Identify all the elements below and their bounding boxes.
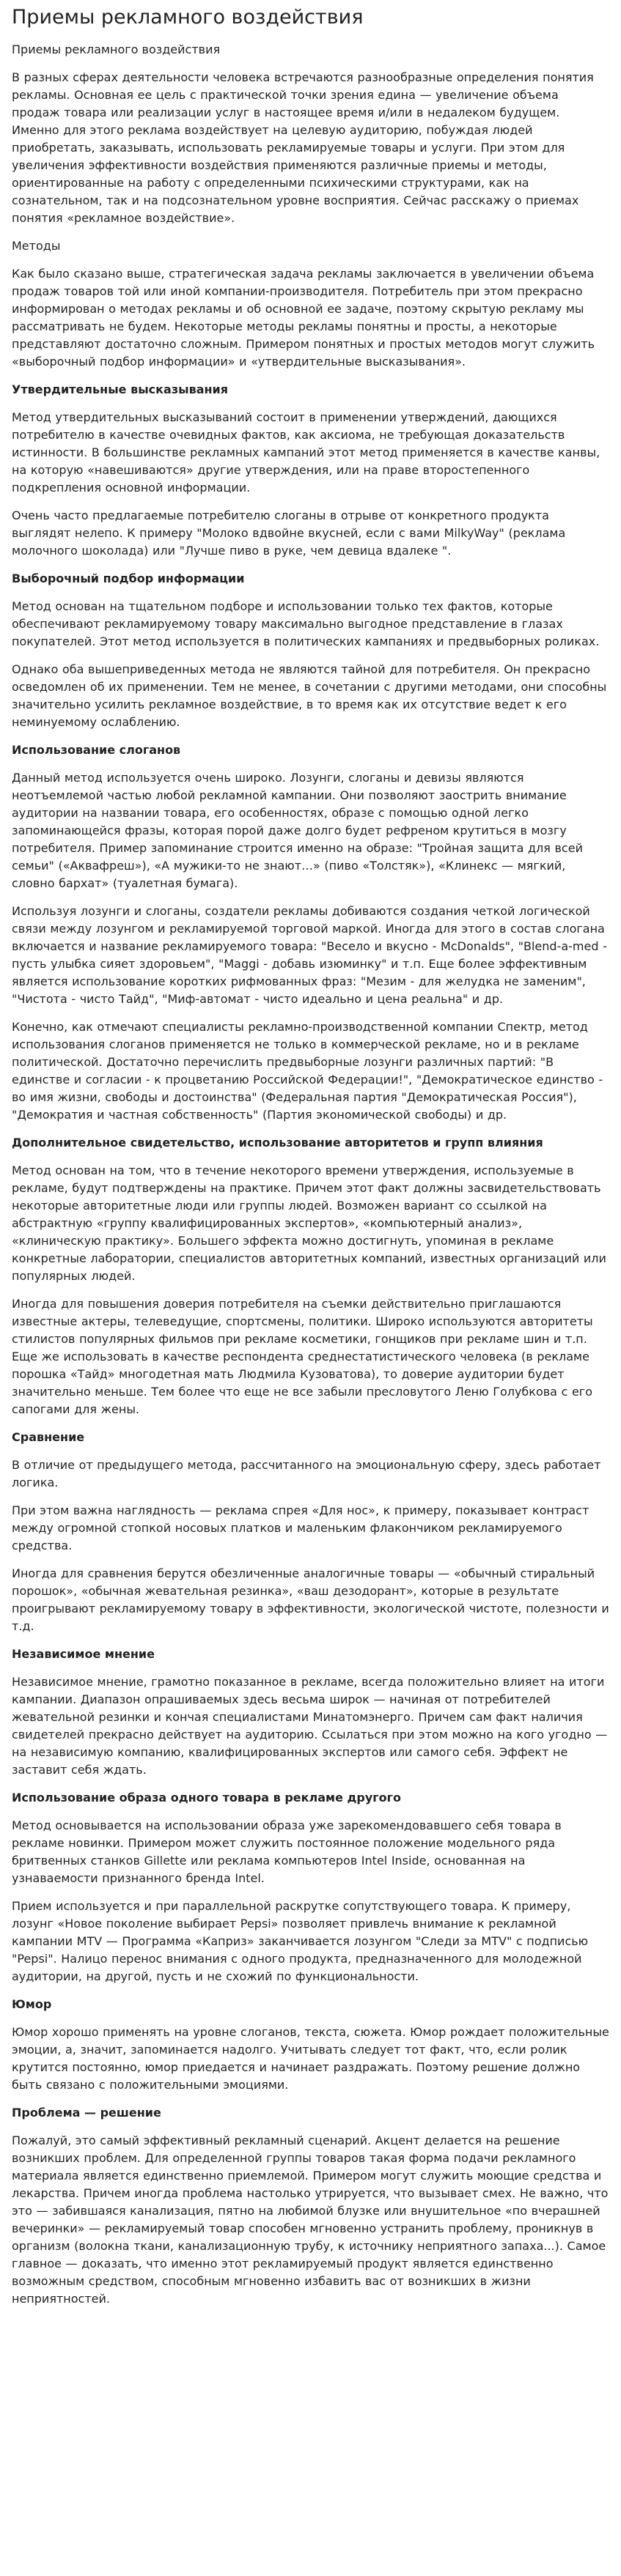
section-paragraph: В отличие от предыдущего метода, рассчитанного на эмоциональную сферу, здесь работает логика.	[12, 1458, 601, 1489]
section-heading: Проблема — решение	[12, 2106, 161, 2120]
section-paragraph: Метод основывается на использовании образа уже зарекомендовавшего себя товара в рекламе новинки. Примером может служить постоянное положение модельного ряда бритвенных станков Gillette или реклама компьютеров Intel Inside, основанная на узнаваемости признанного бренда Intel.	[12, 1818, 562, 1885]
section-paragraph: Пожалуй, это самый эффективный рекламный сценарий. Акцент делается на решение возникших проблем. Для определенной группы товаров такая форма подачи рекламного материала является единственно приемлемой. Примером могут служить моющие средства и лекарства. Причем иногда проблема настолько утрируется, что вызывает смех. Не важно, что это — забившаяся канализация, пятно на любимой блузке или внушительное «по вчерашней вечеринки» — рекламируемый товар способен мгновенно устранить проблему, проникнув в организм (волокна ткани, канализационную трубу, к источнику неприятного запаха...). Самое главное — доказать, что именно этот рекламируемый продукт является единственно возможным средством, способным мгновенно избавить вас от возникших в жизни неприятностей.	[12, 2133, 609, 2306]
section-paragraph: Однако оба вышеприведенных метода не являются тайной для потребителя. Он прекрасно осведомлен об их применении. Тем не менее, в сочетании с другими методами, они способны значительно усилить рекламное воздействие, в то время как их отсутствие ведет к его неминуемому ослаблению.	[12, 662, 607, 729]
section-heading: Использование слоганов	[12, 743, 181, 757]
section-heading: Утвердительные высказывания	[12, 382, 229, 396]
section-heading: Юмор	[12, 1997, 52, 2011]
article	[0, 4, 621, 2308]
section-selective-info	[12, 570, 609, 731]
section-paragraph: Конечно, как отмечают специалисты рекламно-производственной компании Спектр, метод использования слоганов применяется не только в коммерческой рекламе, но и в рекламе политической. Достаточно перечислить предвыборные лозунги различных партий: "В единстве и согласии - к процветанию Российской Федерации!", "Демократическое единство - во имя жизни, свободы и достоинства" (Федеральная партия "Демократическая Россия"), "Демократия и частная собственность" (Партия экономической свободы) и др.	[12, 1020, 603, 1122]
section-comparison	[12, 1429, 609, 1635]
section-problem-solution	[12, 2104, 609, 2308]
section-product-image	[12, 1789, 609, 1985]
section-paragraph: Юмор хорошо применять на уровне слоганов, текста, сюжета. Юмор рождает положительные эмоции, а, значит, запоминается надолго. Учитывать следует тот факт, что, если ролик крутится постоянно, юмор приедается и начинает раздражать. Поэтому решение должно быть связано с положительными эмоциями.	[12, 2025, 609, 2092]
section-paragraph: Очень часто предлагаемые потребителю слоганы в отрыве от конкретного продукта выглядят нелепо. К примеру "Молоко вдвойне вкусней, если с вами MilkyWay" (реклама молочного шоколада) или "Лучше пиво в руке, чем девица вдалеке ".	[12, 508, 566, 558]
section-paragraph: Иногда для сравнения берутся обезличенные аналогичные товары — «обычный стиральный порошок», «обычная жевательная резинка», «ваш дезодорант», которые в результате проигрывают рекламируемому товару в эффективности, экологической чистоте, полезности и т.д.	[12, 1566, 609, 1633]
section-heading: Сравнение	[12, 1430, 85, 1444]
section-paragraph: Данный метод используется очень широко. Лозунги, слоганы и девизы являются неотъемлемой частью любой рекламной кампании. Они позволяют заострить внимание аудитории на названии товара, его особенностях, образе с помощью одной легко запоминающейся фразы, которая порой даже долго будет рефреном крутиться в мозгу потребителя. Пример запоминание строится именно на образе: "Тройная защита для всей семьи" («Аквафреш»), «А мужики-то не знают…» (пиво «Толстяк»), «Клинекс — мягкий, словно бархат» (туалетная бумага).	[12, 771, 583, 890]
section-paragraph: Независимое мнение, грамотно показанное в рекламе, всегда положительно влияет на итоги кампании. Диапазон опрашиваемых здесь весьма широк — начиная от потребителей жевательной резинки и кончая специалистами Минатомэнерго. Причем сам факт наличия свидетелей прекрасно действует на аудиторию. Ссылаться при этом можно на кого угодно — на независимую компанию, квалифицированных экспертов или самого себя. Эффект не заставит себя ждать.	[12, 1675, 608, 1777]
section-heading: Использование образа одного товара в рекламе другого	[12, 1791, 402, 1805]
section-slogans	[12, 741, 609, 1124]
section-paragraph: Метод основан на тщательном подборе и использовании только тех фактов, которые обеспечивают рекламируемому товару максимально выгодное представление в глазах покупателей. Этот метод используется в политических кампаниях и предвыборных роликах.	[12, 599, 600, 648]
section-paragraph: Метод утвердительных высказываний состоит в применении утверждений, дающихся потребителю в качестве очевидных фактов, как аксиома, не требующая доказательств истинности. В большинстве рекламных кампаний этот метод применяется в качестве канвы, на которую «навешиваются» другие утверждения, или на праве второстепенного подкрепления основной информации.	[12, 410, 600, 495]
section-statements	[12, 381, 609, 560]
section-heading: Выборочный подбор информации	[12, 571, 245, 585]
methods-heading: Методы	[12, 239, 61, 253]
section-heading: Дополнительное свидетельство, использование авторитетов и групп влияния	[12, 1136, 543, 1150]
section-humor	[12, 1996, 609, 2094]
section-paragraph: Используя лозунги и слоганы, создатели рекламы добиваются создания четкой логической связи между лозунгом и рекламируемой торговой маркой. Иногда для этого в состав слогана включается и название рекламируемого товара: "Весело и вкусно - McDonalds", "Blend-a-med - пусть улыбка сияет здоровьем", "Maggi - добавь изюминку" и т.п. Еще более эффективным является использование коротких рифмованных фраз: "Мезим - для желудка не заменим", "Чистота - чисто Тайд", "Миф-автомат - чисто идеально и цена реальна" и др.	[12, 904, 607, 1006]
methods-paragraph: Как было сказано выше, стратегическая задача рекламы заключается в увеличении объема продаж товаров той или иной компании-производителя. Потребитель при этом прекрасно информирован о методах рекламы и об основной ее задаче, поэтому скрытую рекламу мы рассматривать не будем. Некоторые методы рекламы понятны и просты, а некоторые представляют достаточно сложным. Примером понятных и простых методов могут служить «выборочный подбор информации» и «утвердительные высказывания».	[12, 267, 595, 369]
section-paragraph: Прием используется и при параллельной раскрутке сопутствующего товара. К примеру, лозунг «Новое поколение выбирает Pepsi» позволяет привлечь внимание к рекламной кампании MTV — Программа «Каприз» заканчивается лозунгом "Следи за MTV" с подписью "Pepsi". Налицо перенос внимания с одного продукта, предназначенного для молодежной аудитории, на другой, пусть и не схожий по функциональности.	[12, 1899, 589, 1983]
section-heading: Независимое мнение	[12, 1647, 155, 1661]
section-paragraph: При этом важна наглядность — реклама спрея «Для нос», к примеру, показывает контраст между огромной стопкой носовых платков и маленьким флакончиком рекламируемого средства.	[12, 1503, 589, 1552]
section-paragraph: Иногда для повышения доверия потребителя на съемки действительно приглашаются известные актеры, телеведущие, спортсмены, политики. Широко используются авторитеты стилистов популярных фильмов при рекламе косметики, гонщиков при рекламе шин и т.п. Еще же использовать в качестве респондента среднестатистического человека (в рекламе порошка «Тайд» многодетная мать Людмила Кузоватова), то доверие аудитории будет значительно меньше. Тем более что еще не все забыли пресловутого Леню Голубкова с его сапогами для жены.	[12, 1297, 593, 1416]
section-independent-opinion	[12, 1646, 609, 1779]
section-authorities	[12, 1134, 609, 1418]
intro-paragraph: В разных сферах деятельности человека встречаются разнообразные определения понятия рекламы. Основная ее цель с практической точки зрения едина — увеличение объема продаж товара или реализации услуг в настоящее время и/или в недалеком будущем. Именно для этого реклама воздействует на целевую аудиторию, побуждая людей приобретать, заказывать, использовать рекламируемые товары и услуги. При этом для увеличения эффективности воздействия применяются различные приемы и методы, ориентированные на работу с определенными психическими структурами, как на сознательном, так и на подсознательном уровне восприятия. Сейчас расскажу о приемах понятия «рекламное воздействие».	[12, 70, 594, 225]
section-paragraph: Метод основан на том, что в течение некоторого времени утверждения, используемые в рекламе, будут подтверждены на практике. Причем этот факт должны засвидетельствовать некоторые авторитетные люди или группы людей. Возможен вариант со ссылкой на абстрактную «группу квалифицированных экспертов», «компьютерный анализ», «клиническую практику». Большего эффекта можно достигнуть, упоминая в рекламе конкретные лаборатории, специалистов авторитетных компаний, известных организаций или популярных людей.	[12, 1163, 606, 1283]
article-subtitle: Приемы рекламного воздействия	[12, 42, 221, 56]
page-title: Приемы рекламного воздействия	[12, 6, 364, 29]
